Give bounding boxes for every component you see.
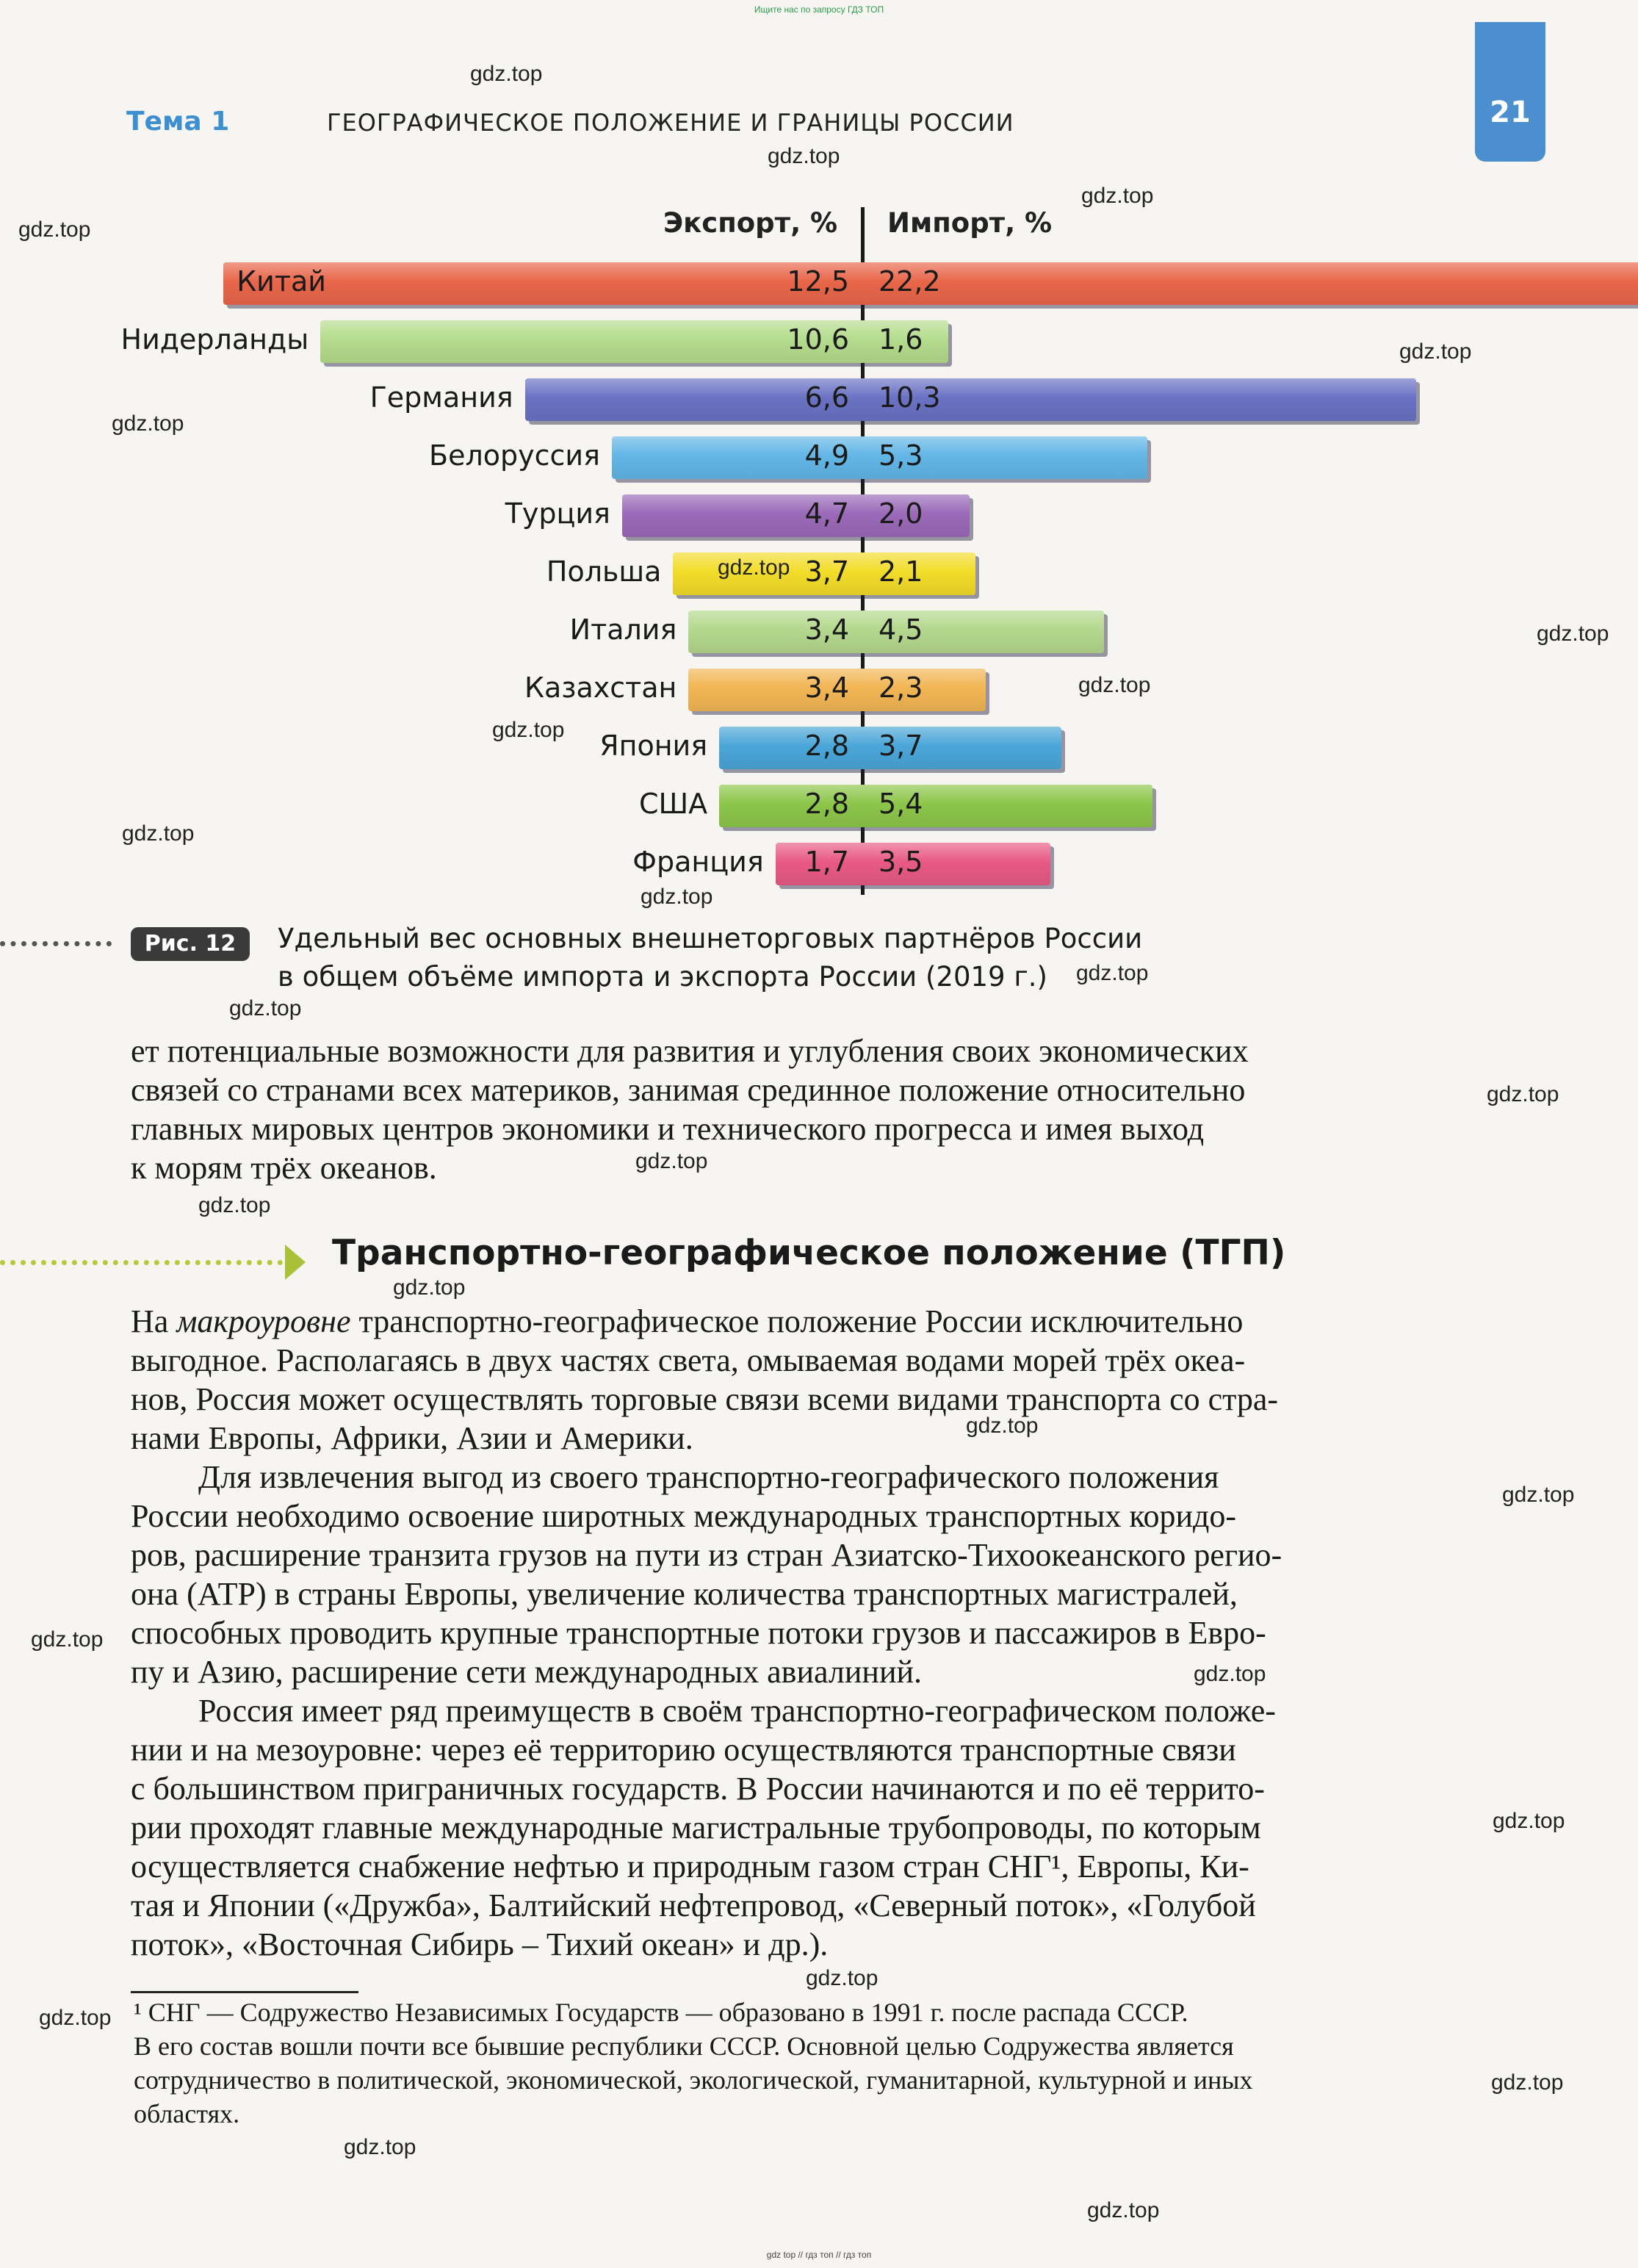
country-label: Китай xyxy=(237,265,326,298)
country-label: Турция xyxy=(505,497,610,530)
export-value: 12,5 xyxy=(787,265,849,298)
export-value: 3,7 xyxy=(804,555,849,588)
text-line: нов, Россия может осуществлять торговые связи всеми видами транспорта со стра- xyxy=(131,1381,1279,1417)
footnote-line: В его состав вошли почти все бывшие республики СССР. Основной целью Содружества является xyxy=(134,2031,1234,2061)
watermark: gdz.top xyxy=(492,718,565,742)
text-line: Россия имеет ряд преимуществ в своём транспортно-географическом положе- xyxy=(198,1693,1276,1729)
watermark: gdz.top xyxy=(806,1966,878,1990)
export-value: 3,4 xyxy=(804,613,849,646)
bar-2 xyxy=(320,320,948,363)
paragraph-1 xyxy=(131,1032,1464,1187)
section-dotted-rule xyxy=(0,1260,283,1265)
export-value: 6,6 xyxy=(804,381,849,414)
export-value: 4,9 xyxy=(804,439,849,472)
watermark: gdz.top xyxy=(641,885,713,909)
country-label: Польша xyxy=(546,555,662,588)
bar-3 xyxy=(525,378,1416,421)
top-search-note: Ищите нас по запросу ГДЗ ТОП xyxy=(754,4,884,15)
import-heading: Импорт, % xyxy=(887,207,1053,239)
country-label: США xyxy=(638,788,708,820)
text-line: выгодное. Располагаясь в двух частях света, омываемая водами морей трёх океа- xyxy=(131,1342,1246,1378)
watermark: gdz.top xyxy=(1087,2198,1160,2222)
watermark: gdz.top xyxy=(1487,1082,1559,1106)
watermark: gdz.top xyxy=(1493,1809,1565,1833)
export-value: 3,4 xyxy=(804,672,849,704)
text-line: ет потенциальные возможности для развития и углубления своих экономических xyxy=(131,1033,1249,1069)
import-value: 2,3 xyxy=(878,672,923,704)
paragraph-3 xyxy=(131,1458,1464,1691)
footnote-line: ¹ СНГ — Содружество Независимых Государств — образовано в 1991 г. после распада СССР. xyxy=(134,1998,1188,2027)
import-value: 5,3 xyxy=(878,439,923,472)
import-value: 22,2 xyxy=(878,265,941,298)
import-value: 1,6 xyxy=(878,323,923,356)
watermark: gdz.top xyxy=(1081,184,1154,208)
figure-caption-line-1: Удельный вес основных внешнеторговых партнёров России xyxy=(278,923,1143,954)
text-line: ров, расширение транзита грузов на пути из стран Азиатско-Тихоокеанского регио- xyxy=(131,1537,1282,1573)
export-value: 10,6 xyxy=(787,323,849,356)
page-number: 21 xyxy=(1490,96,1531,129)
text-line xyxy=(131,1302,1464,1341)
watermark: gdz.top xyxy=(1078,673,1151,697)
watermark: gdz.top xyxy=(198,1193,271,1217)
text-line: Для извлечения выгод из своего транспортно-географического положения xyxy=(198,1459,1219,1495)
paragraph-2 xyxy=(131,1302,1464,1458)
bottom-note: gdz top // гдз топ // гдз топ xyxy=(766,2250,872,2260)
watermark: gdz.top xyxy=(1502,1483,1575,1507)
footnote-rule xyxy=(131,1991,358,1993)
import-value: 3,5 xyxy=(878,846,923,878)
import-value: 4,5 xyxy=(878,613,923,646)
footnote-line: областях. xyxy=(134,2099,240,2128)
export-value: 4,7 xyxy=(804,497,849,530)
import-value: 2,0 xyxy=(878,497,923,530)
text-line: связей со странами всех материков, занимая срединное положение относительно xyxy=(131,1072,1246,1108)
watermark: gdz.top xyxy=(1537,622,1609,646)
import-value: 10,3 xyxy=(878,381,941,414)
export-heading: Экспорт, % xyxy=(663,207,838,239)
watermark: gdz.top xyxy=(718,555,790,580)
footnote-line: сотрудничество в политической, экономической, экологической, гуманитарной, культурной и иных xyxy=(134,2065,1253,2095)
country-label: Казахстан xyxy=(524,672,677,704)
country-label: Япония xyxy=(599,730,708,762)
italic-term: макроуровне xyxy=(176,1303,351,1339)
text-line: осуществляется снабжение нефтью и природным газом стран СНГ¹, Европы, Ки- xyxy=(131,1848,1249,1884)
watermark: gdz.top xyxy=(39,2006,112,2030)
page-number-tab xyxy=(1475,22,1545,162)
section-arrow-icon xyxy=(285,1245,306,1280)
watermark: gdz.top xyxy=(229,996,302,1020)
caption-dotted-rule xyxy=(0,941,112,946)
text-line: нами Европы, Африки, Азии и Америки. xyxy=(131,1420,693,1456)
text-line: нии и на мезоуровне: через её территорию осуществляются транспортные связи xyxy=(131,1732,1236,1768)
text-line: пу и Азию, расширение сети международных авиалиний. xyxy=(131,1654,923,1690)
figure-caption-line-2: в общем объёме импорта и экспорта России (2019 г.) xyxy=(278,961,1047,993)
text-rest: транспортно-географическое положение России исключительно xyxy=(350,1303,1244,1339)
export-value: 1,7 xyxy=(804,846,849,878)
figure-badge: Рис. 12 xyxy=(131,927,250,961)
footnote xyxy=(134,1995,1467,2131)
text-line: России необходимо освоение широтных международных транспортных коридо- xyxy=(131,1498,1237,1534)
text-line: рии проходят главные международные магистральные трубопроводы, по которым xyxy=(131,1810,1261,1846)
watermark: gdz.top xyxy=(1399,339,1472,364)
watermark: gdz.top xyxy=(966,1414,1039,1438)
section-title: Транспортно-географическое положение (ТГП) xyxy=(332,1233,1286,1273)
header-title: ГЕОГРАФИЧЕСКОЕ ПОЛОЖЕНИЕ И ГРАНИЦЫ РОССИИ xyxy=(327,109,1014,137)
watermark: gdz.top xyxy=(344,2135,416,2159)
import-value: 5,4 xyxy=(878,788,923,820)
text-line: тая и Японии («Дружба», Балтийский нефтепровод, «Северный поток», «Голубой xyxy=(131,1887,1256,1923)
import-value: 3,7 xyxy=(878,730,923,762)
text-line: поток», «Восточная Сибирь – Тихий океан» и др.). xyxy=(131,1926,829,1962)
country-label: Германия xyxy=(369,381,513,414)
text-line: главных мировых центров экономики и технического прогресса и имея выход xyxy=(131,1111,1205,1147)
watermark: gdz.top xyxy=(1076,961,1149,985)
text-line: с большинством приграничных государств. В России начинаются и по её террито- xyxy=(131,1771,1265,1807)
watermark: gdz.top xyxy=(112,411,184,436)
watermark: gdz.top xyxy=(393,1275,466,1300)
topic-label: Тема 1 xyxy=(126,107,230,137)
watermark: gdz.top xyxy=(122,821,195,846)
watermark: gdz.top xyxy=(18,217,91,242)
text-line: способных проводить крупные транспортные потоки грузов и пассажиров в Евро- xyxy=(131,1615,1266,1651)
watermark: gdz.top xyxy=(470,62,543,86)
import-value: 2,1 xyxy=(878,555,923,588)
export-value: 2,8 xyxy=(804,730,849,762)
text-line: к морям трёх океанов. xyxy=(131,1150,437,1186)
bar-10 xyxy=(719,785,1152,827)
watermark: gdz.top xyxy=(1194,1662,1266,1686)
watermark: gdz.top xyxy=(635,1149,708,1173)
watermark: gdz.top xyxy=(1491,2070,1564,2095)
country-label: Белоруссия xyxy=(429,439,600,472)
export-value: 2,8 xyxy=(804,788,849,820)
country-label: Нидерланды xyxy=(120,323,309,356)
text-prefix: На xyxy=(131,1303,177,1339)
paragraph-4 xyxy=(131,1691,1464,1964)
country-label: Италия xyxy=(569,613,677,646)
country-label: Франция xyxy=(632,846,764,878)
watermark: gdz.top xyxy=(31,1627,104,1652)
watermark: gdz.top xyxy=(768,144,840,168)
text-line: она (АТР) в страны Европы, увеличение количества транспортных магистралей, xyxy=(131,1576,1238,1612)
